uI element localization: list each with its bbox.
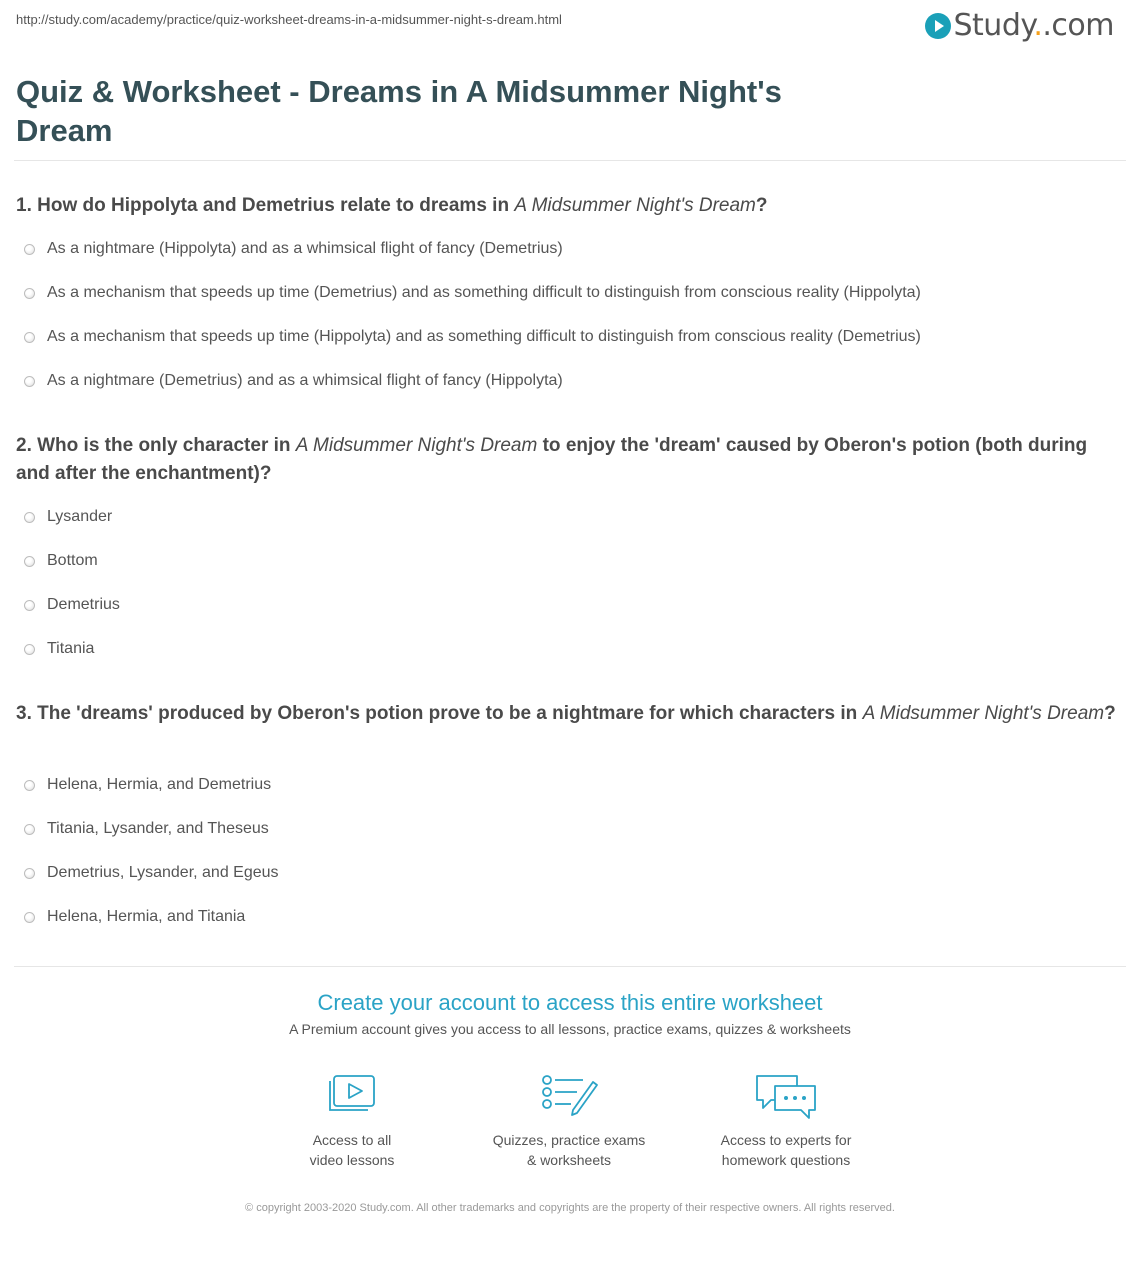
study-logo[interactable] (925, 8, 1115, 43)
feature-experts (696, 1072, 876, 1170)
question-2-title: 2. Who is the only character in A Midsummer Night's Dream to enjoy the 'dream' caused by Oberon's potion (both during and after the enchantment)? (16, 435, 1088, 484)
quiz-checklist-icon (539, 1072, 599, 1120)
cta-divider (14, 966, 1126, 967)
radio-button[interactable] (24, 824, 35, 835)
page-url: http://study.com/academy/practice/quiz-worksheet-dreams-in-a-midsummer-night-s-dream.html (16, 12, 562, 27)
cta-subtitle: A Premium account gives you access to all lessons, practice exams, quizzes & worksheets (289, 1021, 851, 1037)
question-2-option-1[interactable]: Lysander (24, 508, 112, 526)
question-3-title: 3. The 'dreams' produced by Oberon's potion prove to be a nightmare for which characters in A Midsummer Night's Dream? (16, 703, 1116, 724)
radio-button[interactable] (24, 868, 35, 879)
question-2-option-2[interactable]: Bottom (24, 552, 98, 570)
radio-button[interactable] (24, 288, 35, 299)
radio-button[interactable] (24, 376, 35, 387)
page-title: Quiz & Worksheet - Dreams in A Midsummer Night's Dream (16, 74, 782, 148)
question-1-option-3[interactable]: As a mechanism that speeds up time (Hippolyta) and as something difficult to distinguish from conscious reality (Demetrius) (24, 328, 921, 346)
feature-line-1: Quizzes, practice exams (492, 1132, 646, 1148)
logo-suffix: .com (1042, 8, 1114, 43)
radio-button[interactable] (24, 332, 35, 343)
radio-button[interactable] (24, 644, 35, 655)
feature-line-1: Access to all (312, 1132, 392, 1148)
question-1-option-2[interactable]: As a mechanism that speeds up time (Demetrius) and as something difficult to distinguish from conscious reality (Hippolyta) (24, 284, 921, 302)
create-account-link[interactable]: Create your account to access this entire worksheet (317, 990, 823, 1015)
feature-quizzes (479, 1072, 659, 1170)
radio-button[interactable] (24, 912, 35, 923)
feature-video-lessons (262, 1072, 442, 1170)
chat-bubbles-icon (753, 1072, 819, 1120)
question-2-option-4[interactable]: Titania (24, 640, 94, 658)
question-3-option-1[interactable]: Helena, Hermia, and Demetrius (24, 776, 271, 794)
radio-button[interactable] (24, 512, 35, 523)
question-1-option-1[interactable]: As a nightmare (Hippolyta) and as a whimsical flight of fancy (Demetrius) (24, 240, 563, 258)
feature-line-2: video lessons (309, 1152, 395, 1168)
video-lesson-icon (324, 1072, 380, 1120)
feature-line-2: homework questions (721, 1152, 851, 1168)
radio-button[interactable] (24, 556, 35, 567)
feature-line-2: & worksheets (526, 1152, 612, 1168)
question-1-title: 1. How do Hippolyta and Demetrius relate to dreams in A Midsummer Night's Dream? (16, 195, 768, 216)
copyright-footer: © copyright 2003-2020 Study.com. All other trademarks and copyrights are the property of their respective owners. All rights reserved. (245, 1202, 895, 1214)
radio-button[interactable] (24, 244, 35, 255)
question-3-option-3[interactable]: Demetrius, Lysander, and Egeus (24, 864, 279, 882)
question-1-option-4[interactable]: As a nightmare (Demetrius) and as a whimsical flight of fancy (Hippolyta) (24, 372, 563, 390)
logo-dot: . (1033, 8, 1043, 43)
radio-button[interactable] (24, 780, 35, 791)
radio-button[interactable] (24, 600, 35, 611)
logo-name: Study (953, 8, 1034, 43)
question-3-option-4[interactable]: Helena, Hermia, and Titania (24, 908, 245, 926)
feature-line-1: Access to experts for (720, 1132, 852, 1148)
question-2-option-3[interactable]: Demetrius (24, 596, 120, 614)
question-3-option-2[interactable]: Titania, Lysander, and Theseus (24, 820, 269, 838)
title-divider (14, 160, 1126, 161)
play-icon (925, 13, 951, 39)
